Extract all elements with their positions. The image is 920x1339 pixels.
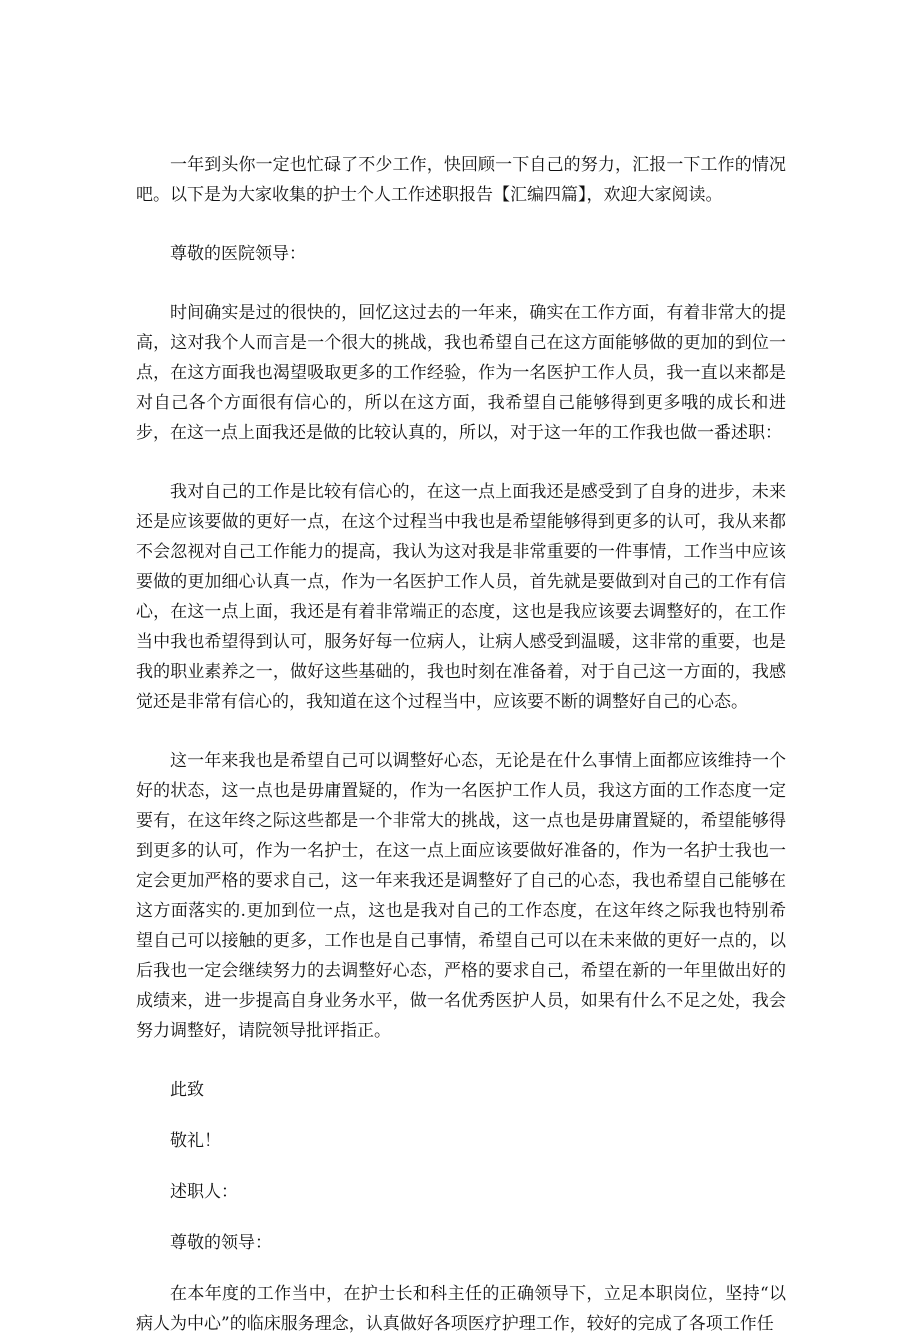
body-paragraph-3: 这一年来我也是希望自己可以调整好心态，无论是在什么事情上面都应该维持一个好的状态，这一点也是毋庸置疑的，作为一名医护工作人员，我这方面的工作态度一定要有，在这年终之际这些都是一个非常大的挑战，这一点也是毋庸置疑的，希望能够得到更多的认可，作为一名护士，在这一点上面应该要做好准备的，作为一名护士我也一定会更加严格的要求自己，这一年来我还是调整好了自己的心态，我也希望自己能够在这方面落实的.更加到位一点，这也是我对自己的工作态度，在这年终之际我也特别希望自己可以接触的更多，工作也是自己事情，希望自己可以在未来做的更好一点的，以后我也一定会继续努力的去调整好心态，严格的要求自己，希望在新的一年里做出好的成绩来，进一步提高自身业务水平，做一名优秀医护人员，如果有什么不足之处，我会努力调整好，请院领导批评指正。 bbox=[136, 751, 786, 1041]
closing-salute: 敬礼！ bbox=[170, 1131, 221, 1151]
document-page bbox=[136, 150, 786, 1339]
salutation-hospital-leaders: 尊敬的医院领导： bbox=[170, 244, 306, 264]
body-paragraph-4: 在本年度的工作当中，在护士长和科主任的正确领导下，立足本职岗位，坚持“以病人为中心”的临床服务理念，认真做好各项医疗护理工作，较好的完成了各项工作任 bbox=[136, 1284, 786, 1334]
signature-line: 述职人： bbox=[170, 1182, 238, 1202]
body-paragraph-1: 时间确实是过的很快的，回忆这过去的一年来，确实在工作方面，有着非常大的提高，这对我个人而言是一个很大的挑战，我也希望自己在这方面能够做的更加的到位一点，在这方面我也渴望吸取更多的工作经验，作为一名医护工作人员，我一直以来都是对自己各个方面很有信心的，所以在这方面，我希望自己能够得到更多哦的成长和进步，在这一点上面我还是做的比较认真的，所以，对于这一年的工作我也做一番述职： bbox=[136, 303, 786, 443]
body-paragraph-2: 我对自己的工作是比较有信心的，在这一点上面我还是感受到了自身的进步，未来还是应该要做的更好一点，在这个过程当中我也是希望能够得到更多的认可，我从来都不会忽视对自己工作能力的提高，我认为这对我是非常重要的一件事情，工作当中应该要做的更加细心认真一点，作为一名医护工作人员，首先就是要做到对自己的工作有信心，在这一点上面，我还是有着非常端正的态度，这也是我应该要去调整好的，在工作当中我也希望得到认可，服务好每一位病人，让病人感受到温暖，这非常的重要，也是我的职业素养之一，做好这些基础的，我也时刻在准备着，对于自己这一方面的，我感觉还是非常有信心的，我知道在这个过程当中，应该要不断的调整好自己的心态。 bbox=[136, 482, 786, 712]
salutation-leaders: 尊敬的领导： bbox=[170, 1233, 272, 1253]
closing-regards: 此致 bbox=[170, 1080, 204, 1100]
intro-paragraph: 一年到头你一定也忙碌了不少工作，快回顾一下自己的努力，汇报一下工作的情况吧。以下是为大家收集的护士个人工作述职报告【汇编四篇】，欢迎大家阅读。 bbox=[136, 155, 786, 205]
